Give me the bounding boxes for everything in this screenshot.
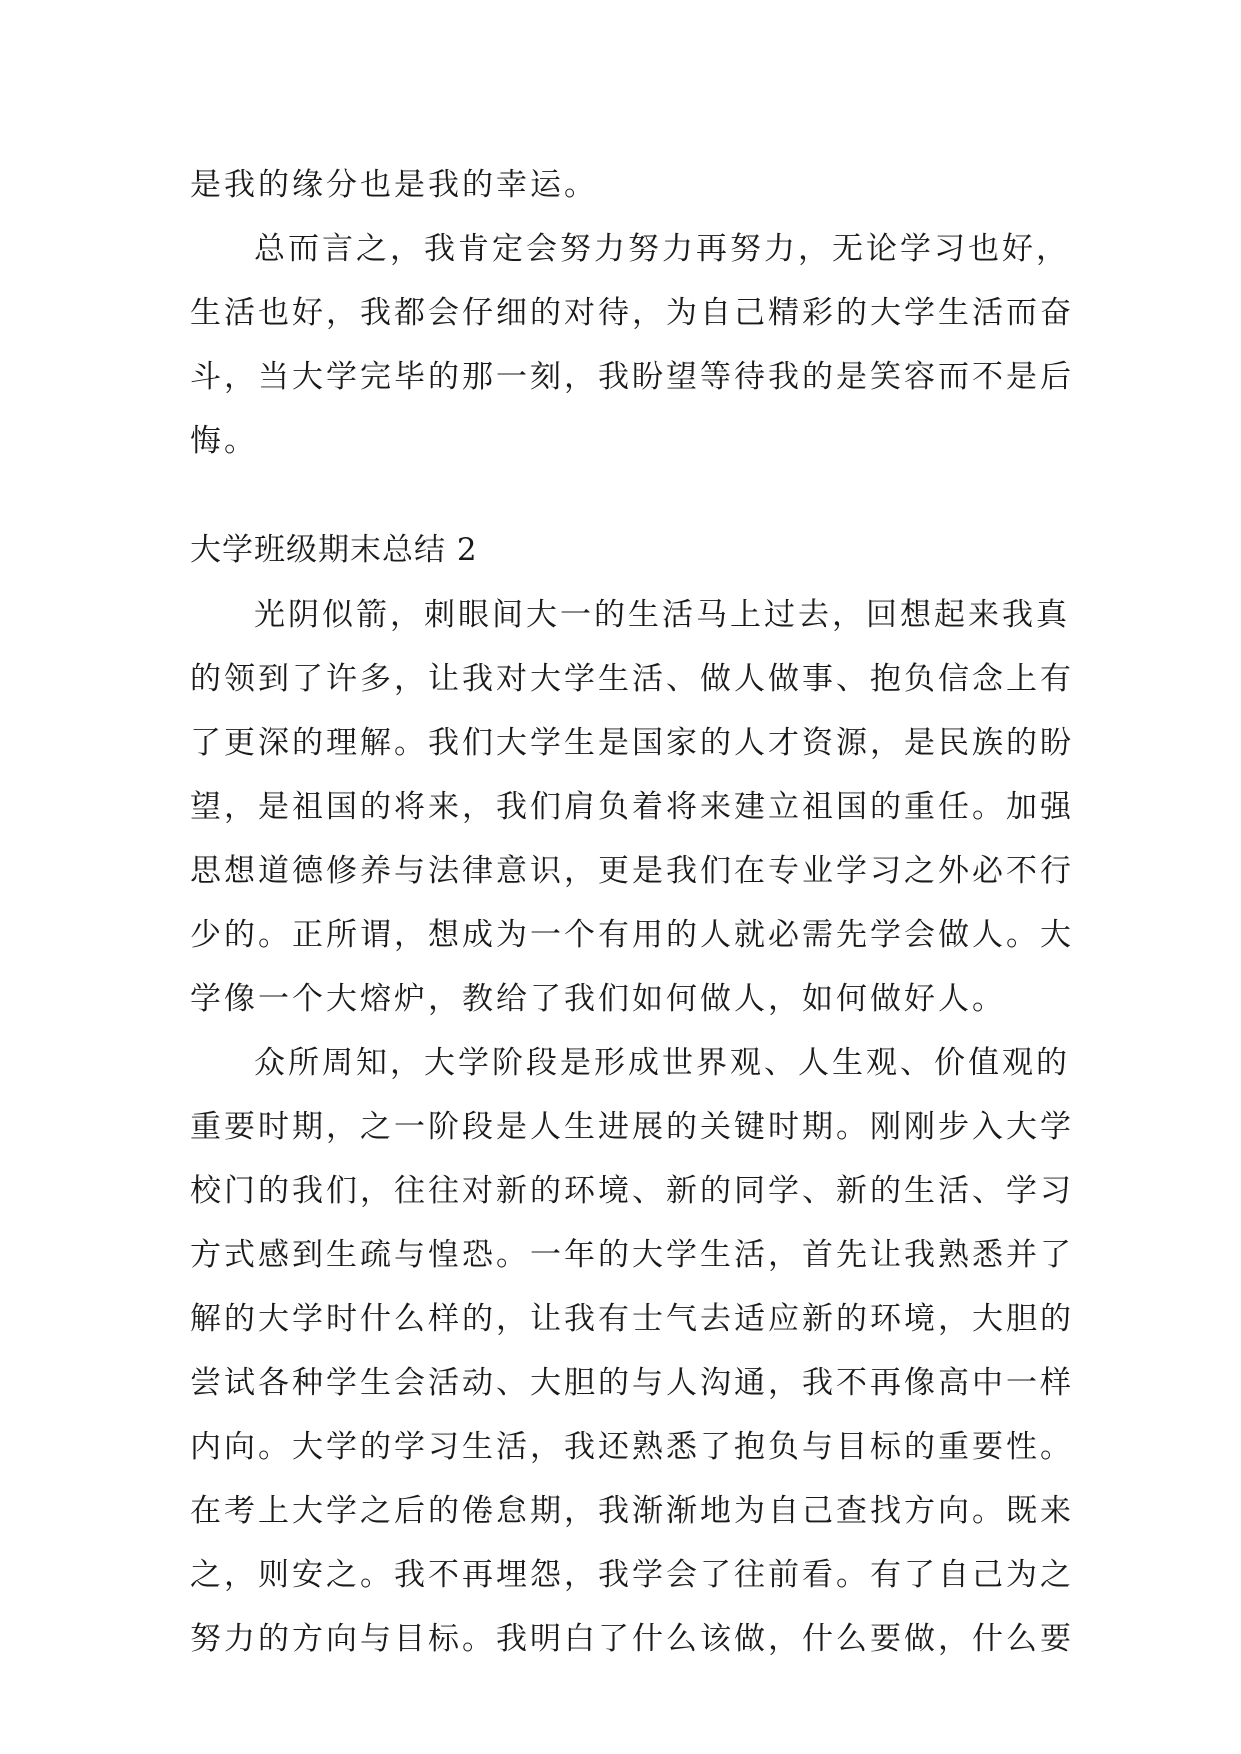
paragraph-line: 重要时期，之一阶段是人生进展的关键时期。刚刚步入大学 bbox=[190, 1109, 1074, 1145]
paragraph-line: 在考上大学之后的倦怠期，我渐渐地为自己查找方向。既来 bbox=[190, 1493, 1074, 1529]
paragraph-line: 了更深的理解。我们大学生是国家的人才资源，是民族的盼 bbox=[190, 725, 1074, 761]
paragraph-line: 努力的方向与目标。我明白了什么该做，什么要做，什么要 bbox=[190, 1621, 1074, 1657]
paragraph-line: 校门的我们，往往对新的环境、新的同学、新的生活、学习 bbox=[190, 1173, 1074, 1209]
paragraph-line: 尝试各种学生会活动、大胆的与人沟通，我不再像高中一样 bbox=[190, 1365, 1074, 1401]
paragraph-line: 学像一个大熔炉，教给了我们如何做人，如何做好人。 bbox=[190, 981, 1006, 1017]
paragraph-line: 思想道德修养与法律意识，更是我们在专业学习之外必不行 bbox=[190, 853, 1074, 889]
paragraph-line: 解的大学时什么样的，让我有士气去适应新的环境，大胆的 bbox=[190, 1301, 1074, 1337]
paragraph-line: 光阴似箭，刺眼间大一的生活马上过去，回想起来我真 bbox=[254, 597, 1070, 633]
paragraph-line: 众所周知，大学阶段是形成世界观、人生观、价值观的 bbox=[254, 1045, 1070, 1081]
paragraph-line: 的领到了许多，让我对大学生活、做人做事、抱负信念上有 bbox=[190, 661, 1074, 697]
paragraph-line: 悔。 bbox=[190, 423, 258, 459]
paragraph-line: 斗，当大学完毕的那一刻，我盼望等待我的是笑容而不是后 bbox=[190, 359, 1074, 395]
paragraph-line: 是我的缘分也是我的幸运。 bbox=[190, 167, 598, 203]
paragraph-line: 方式感到生疏与惶恐。一年的大学生活，首先让我熟悉并了 bbox=[190, 1237, 1074, 1273]
paragraph-line: 总而言之，我肯定会努力努力再努力，无论学习也好， bbox=[254, 231, 1070, 267]
section-title: 大学班级期末总结 2 bbox=[190, 532, 478, 568]
paragraph-line: 少的。正所谓，想成为一个有用的人就必需先学会做人。大 bbox=[190, 917, 1074, 953]
paragraph-line: 望，是祖国的将来，我们肩负着将来建立祖国的重任。加强 bbox=[190, 789, 1074, 825]
paragraph-line: 生活也好，我都会仔细的对待，为自己精彩的大学生活而奋 bbox=[190, 295, 1074, 331]
paragraph-line: 之，则安之。我不再埋怨，我学会了往前看。有了自己为之 bbox=[190, 1557, 1074, 1593]
paragraph-line: 内向。大学的学习生活，我还熟悉了抱负与目标的重要性。 bbox=[190, 1429, 1074, 1465]
